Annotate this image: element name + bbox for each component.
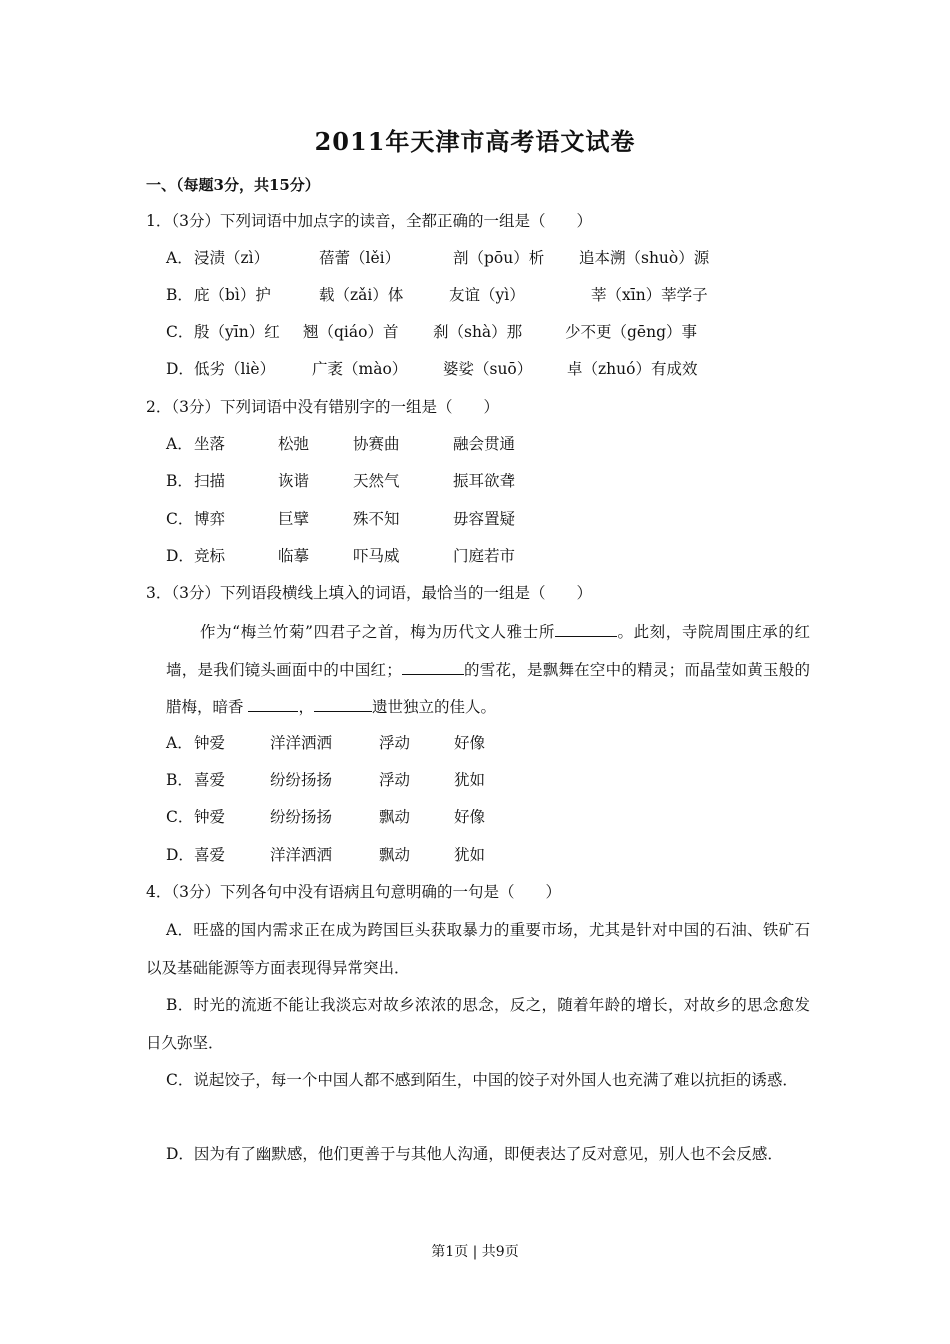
- option-item: 坐落: [194, 435, 226, 453]
- q4-option-a: A．旺盛的国内需求正在成为跨国巨头获取暴力的重要市场，尤其是针对中国的石油、铁矿石以及基础能源等方面表现得异常突出．: [146, 921, 810, 977]
- blank-2: [402, 658, 464, 675]
- question-1-stem: 1．（3分）下列词语中加点字的读音，全都正确的一组是（ ）: [146, 212, 592, 230]
- option-item: 毋容置疑: [453, 510, 516, 528]
- option-label: D．: [166, 846, 194, 864]
- q4-option-c: C．说起饺子，每一个中国人都不感到陌生，中国的饺子对外国人也充满了难以抗拒的诱惑．: [166, 1071, 798, 1089]
- option-item: 洋洋洒洒: [270, 846, 333, 864]
- option-item: 低劣（liè）: [194, 360, 276, 378]
- option-item: 殊不知: [353, 510, 400, 528]
- option-item: 广袤（mào）: [312, 360, 408, 378]
- option-label: C．: [166, 510, 194, 528]
- option-item: 临摹: [278, 547, 310, 565]
- option-item: 融会贯通: [453, 435, 516, 453]
- option-label: A．: [166, 734, 193, 752]
- option-item: 巨擘: [278, 510, 310, 528]
- option-item: 松弛: [278, 435, 310, 453]
- option-item: 友谊（yì）: [449, 286, 525, 304]
- option-item: 翘（qiáo）首: [303, 323, 399, 341]
- option-item: 扫描: [194, 472, 226, 490]
- question-3-stem: 3．（3分）下列语段横线上填入的词语，最恰当的一组是（ ）: [146, 584, 592, 602]
- option-item: 莘（xīn）莘学子: [591, 286, 708, 304]
- option-label: A．: [166, 435, 193, 453]
- option-item: 浸渍（zì）: [194, 249, 270, 267]
- option-label: A．: [166, 249, 193, 267]
- option-item: 喜爱: [194, 846, 226, 864]
- q4-option-d: D．因为有了幽默感，他们更善于与其他人沟通，即便表达了反对意见，别人也不会反感．: [166, 1145, 783, 1163]
- option-item: 振耳欲聋: [453, 472, 516, 490]
- option-item: 竞标: [194, 547, 226, 565]
- option-item: 博弈: [194, 510, 226, 528]
- option-item: 卓（zhuó）有成效: [567, 360, 698, 378]
- passage-text: 的雪花，是飘舞在空中的精灵；而晶莹如黄玉般的腊梅，暗香: [166, 660, 810, 716]
- question-2-stem: 2．（3分）下列词语中没有错别字的一组是（ ）: [146, 398, 499, 416]
- option-item: 吓马威: [353, 547, 400, 565]
- option-label: B．: [166, 771, 193, 789]
- passage-text: ，: [298, 698, 314, 716]
- option-item: 洋洋洒洒: [270, 734, 333, 752]
- passage-text: 遗世独立的佳人。: [371, 698, 496, 716]
- page-footer: 第1页 | 共9页: [431, 1244, 519, 1260]
- page-title: 2011年天津市高考语文试卷: [314, 127, 636, 156]
- option-item: 剖（pōu）析: [453, 249, 545, 267]
- option-item: 好像: [454, 734, 486, 752]
- option-item: 殷（yīn）红: [194, 323, 280, 341]
- option-item: 浮动: [379, 771, 411, 789]
- option-label: D．: [166, 547, 194, 565]
- blank-4: [314, 695, 372, 712]
- option-item: 刹（shà）那: [433, 323, 523, 341]
- option-label: C．: [166, 808, 194, 826]
- option-item: 犹如: [454, 846, 486, 864]
- blank-1: [555, 620, 617, 637]
- option-item: 协赛曲: [353, 435, 400, 453]
- option-item: 纷纷扬扬: [270, 771, 333, 789]
- option-label: B．: [166, 472, 193, 490]
- option-item: 婆娑（suō）: [443, 360, 533, 378]
- blank-3: [248, 695, 298, 712]
- option-label: C．: [166, 323, 194, 341]
- section-heading: 一、（每题3分，共15分）: [146, 176, 320, 194]
- option-item: 钟爱: [194, 808, 226, 826]
- option-item: 飘动: [379, 846, 411, 864]
- option-item: 纷纷扬扬: [270, 808, 333, 826]
- option-item: 飘动: [379, 808, 411, 826]
- passage-text: 作为“梅兰竹菊”四君子之首，梅为历代文人雅士所: [200, 623, 555, 641]
- option-item: 钟爱: [194, 734, 226, 752]
- passage-text: 。此刻，寺院周围庄承的红墙，是我们镜头画面中的中国红；: [166, 623, 810, 679]
- option-item: 蓓蕾（lěi）: [319, 249, 401, 267]
- option-item: 载（zǎi）体: [319, 286, 404, 304]
- option-item: 浮动: [379, 734, 411, 752]
- option-item: 犹如: [454, 771, 486, 789]
- option-item: 庇（bì）护: [194, 286, 271, 304]
- option-item: 追本溯（shuò）源: [579, 249, 710, 267]
- option-item: 天然气: [353, 472, 400, 490]
- q3-passage: [166, 614, 810, 727]
- option-item: 喜爱: [194, 771, 226, 789]
- option-label: D．: [166, 360, 194, 378]
- option-item: 好像: [454, 808, 486, 826]
- option-label: B．: [166, 286, 193, 304]
- option-item: 门庭若市: [453, 547, 516, 565]
- option-item: 诙谐: [278, 472, 310, 490]
- option-item: 少不更（gēng）事: [565, 323, 698, 341]
- question-4-stem: 4．（3分）下列各句中没有语病且句意明确的一句是（ ）: [146, 883, 561, 901]
- q4-option-b: B．时光的流逝不能让我淡忘对故乡浓浓的思念，反之，随着年龄的增长，对故乡的思念愈发日久弥坚．: [146, 996, 810, 1052]
